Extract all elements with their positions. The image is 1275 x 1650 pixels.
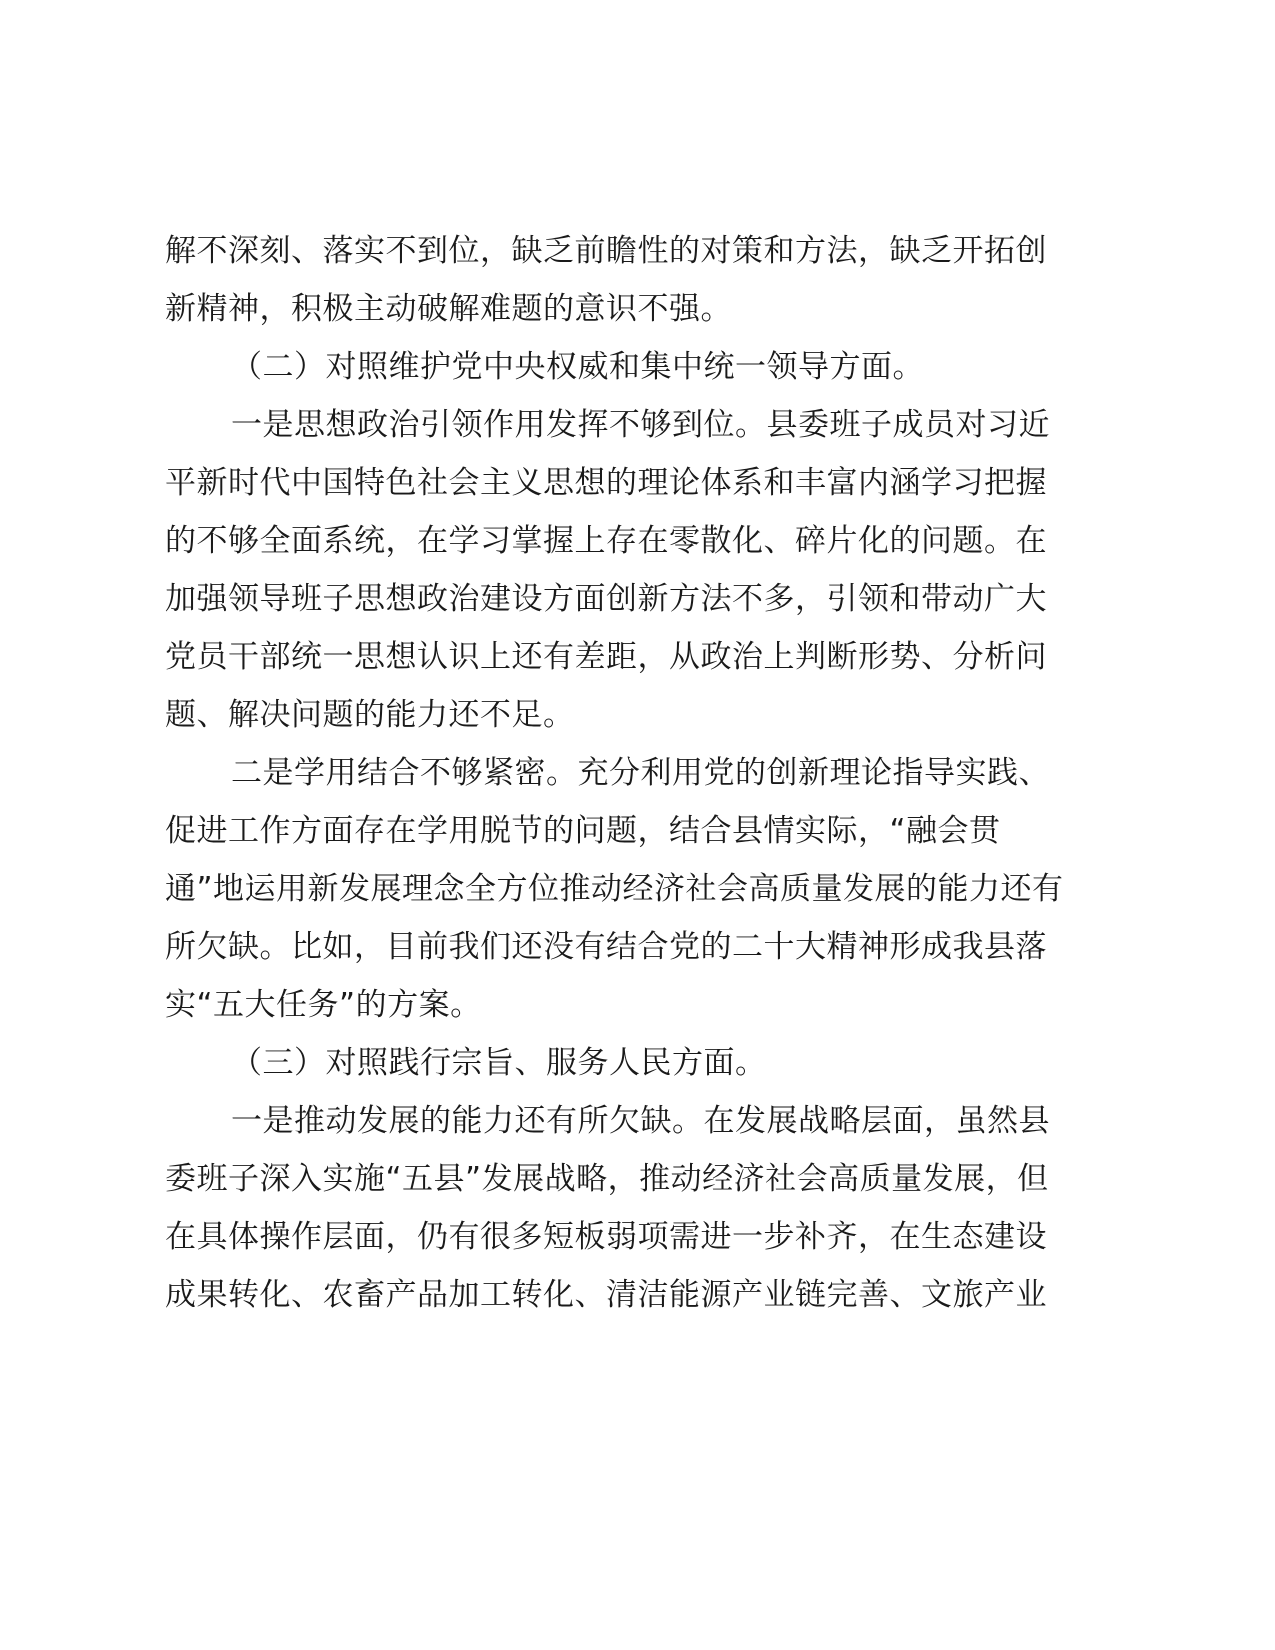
paragraph-line: 二是学用结合不够紧密。充分利用党的创新理论指导实践、 [231,755,1050,791]
paragraph-line: 解不深刻、落实不到位，缺乏前瞻性的对策和方法，缺乏开拓创 [165,233,1047,269]
paragraph-line: 促进工作方面存在学用脱节的问题，结合县情实际，“融会贯 [165,813,1001,849]
paragraph-line: 所欠缺。比如，目前我们还没有结合党的二十大精神形成我县落 [165,929,1047,965]
paragraph-line: 一是思想政治引领作用发挥不够到位。县委班子成员对习近 [231,407,1050,443]
paragraph-line: 平新时代中国特色社会主义思想的理论体系和丰富内涵学习把握 [165,465,1047,501]
section-heading: （二）对照维护党中央权威和集中统一领导方面。 [231,349,924,385]
paragraph-line: 一是推动发展的能力还有所欠缺。在发展战略层面，虽然县 [231,1103,1050,1139]
paragraph-line: 题、解决问题的能力还不足。 [165,697,575,733]
paragraph-line: 党员干部统一思想认识上还有差距，从政治上判断形势、分析问 [165,639,1047,675]
paragraph-line: 新精神，积极主动破解难题的意识不强。 [165,291,732,327]
paragraph-line: 的不够全面系统，在学习掌握上存在零散化、碎片化的问题。在 [165,523,1047,559]
paragraph-line: 委班子深入实施“五县”发展战略，推动经济社会高质量发展，但 [165,1161,1049,1197]
paragraph-line: 在具体操作层面，仍有很多短板弱项需进一步补齐，在生态建设 [165,1219,1047,1255]
paragraph-line: 通”地运用新发展理念全方位推动经济社会高质量发展的能力还有 [165,871,1064,907]
section-heading: （三）对照践行宗旨、服务人民方面。 [231,1045,767,1081]
paragraph-line: 成果转化、农畜产品加工转化、清洁能源产业链完善、文旅产业 [165,1277,1047,1313]
paragraph-line: 加强领导班子思想政治建设方面创新方法不多，引领和带动广大 [165,581,1047,617]
paragraph-line: 实“五大任务”的方案。 [165,987,482,1023]
document-body [165,222,1105,1324]
